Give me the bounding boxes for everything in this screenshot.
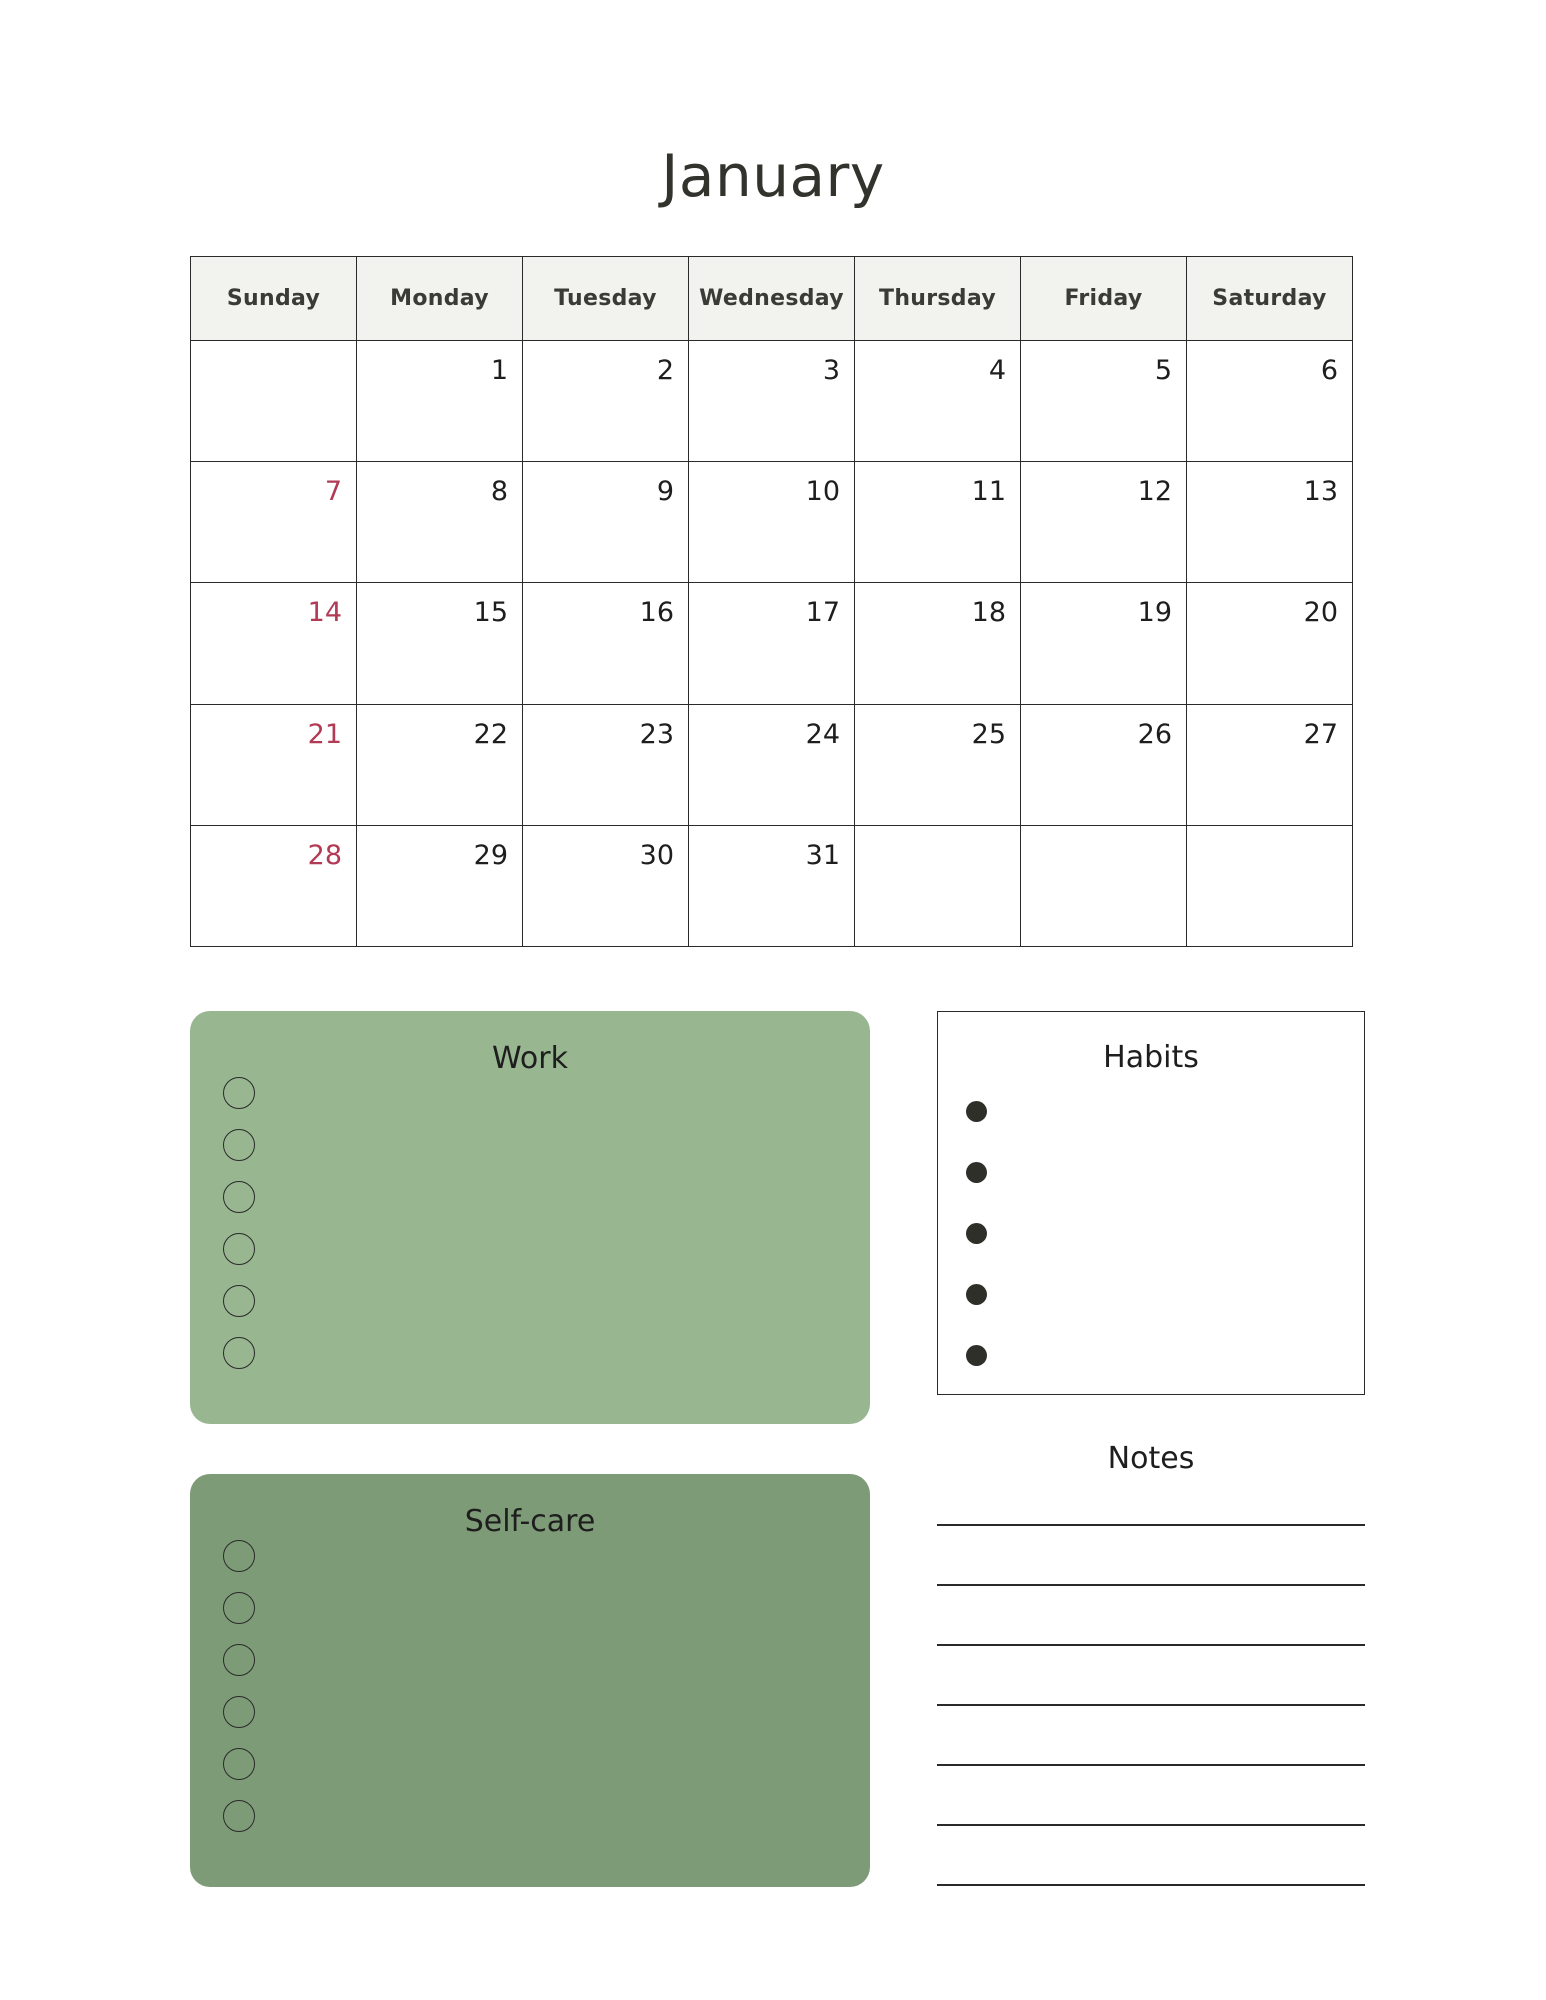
work-checkbox-icon[interactable] <box>223 1077 255 1109</box>
notes-line[interactable] <box>937 1824 1365 1826</box>
notes-line[interactable] <box>937 1584 1365 1586</box>
calendar-day-cell[interactable] <box>523 583 689 704</box>
calendar-week-row <box>191 341 1353 462</box>
habits-title: Habits <box>1103 1040 1199 1075</box>
notes-line[interactable] <box>937 1704 1365 1706</box>
weekday-wednesday: Wednesday <box>689 257 855 341</box>
selfcare-title: Self-care <box>464 1504 596 1539</box>
calendar-week-row <box>191 704 1353 825</box>
day-number: 15 <box>473 597 508 629</box>
selfcare-checkbox-icon[interactable] <box>223 1644 255 1676</box>
calendar-day-cell[interactable] <box>523 825 689 946</box>
calendar-day-cell[interactable] <box>855 825 1021 946</box>
day-number: 27 <box>1303 718 1338 750</box>
calendar-day-cell[interactable] <box>1187 341 1353 462</box>
work-checkbox-icon[interactable] <box>223 1129 255 1161</box>
page-title: January <box>661 142 885 210</box>
calendar-day-cell[interactable] <box>357 583 523 704</box>
day-number <box>1187 826 1352 840</box>
day-number: 3 <box>822 355 840 386</box>
calendar-day-cell[interactable] <box>1021 704 1187 825</box>
day-number <box>1021 826 1186 840</box>
selfcare-checkbox-icon[interactable] <box>223 1540 255 1572</box>
habit-bullet-icon <box>966 1223 987 1244</box>
day-number: 24 <box>805 718 840 750</box>
notes-lines <box>937 1524 1365 1944</box>
calendar-day-cell[interactable] <box>191 462 357 583</box>
selfcare-panel <box>190 1474 870 1887</box>
day-number: 22 <box>473 718 508 750</box>
day-number: 6 <box>1320 355 1338 386</box>
notes-line[interactable] <box>937 1524 1365 1526</box>
day-number: 20 <box>1303 597 1338 629</box>
calendar-weeks <box>191 341 1353 947</box>
calendar-day-cell[interactable] <box>523 462 689 583</box>
calendar-week-row <box>191 462 1353 583</box>
calendar-week-row <box>191 583 1353 704</box>
weekday-saturday: Saturday <box>1187 257 1353 341</box>
day-number: 18 <box>971 597 1006 629</box>
habit-bullet-icon <box>966 1101 987 1122</box>
selfcare-checkbox-icon[interactable] <box>223 1748 255 1780</box>
calendar-day-cell[interactable] <box>1021 583 1187 704</box>
day-number: 26 <box>1137 718 1172 750</box>
day-number <box>191 341 356 355</box>
calendar-day-cell[interactable] <box>523 704 689 825</box>
habits-list <box>966 1101 987 1406</box>
calendar-day-cell[interactable] <box>191 825 357 946</box>
day-number: 21 <box>307 718 342 750</box>
calendar-day-cell[interactable] <box>357 462 523 583</box>
calendar-day-cell[interactable] <box>191 704 357 825</box>
habit-bullet-icon <box>966 1284 987 1305</box>
calendar-week-row <box>191 825 1353 946</box>
calendar-day-cell[interactable] <box>689 704 855 825</box>
day-number: 16 <box>639 597 674 629</box>
weekday-monday: Monday <box>357 257 523 341</box>
calendar-day-cell[interactable] <box>1187 583 1353 704</box>
selfcare-checkbox-icon[interactable] <box>223 1800 255 1832</box>
habit-bullet-icon <box>966 1345 987 1366</box>
day-number: 23 <box>639 718 674 750</box>
selfcare-checkbox-icon[interactable] <box>223 1592 255 1624</box>
calendar-day-cell[interactable] <box>689 825 855 946</box>
calendar-day-cell[interactable] <box>523 341 689 462</box>
calendar-day-cell[interactable] <box>689 583 855 704</box>
work-panel <box>190 1011 870 1424</box>
day-number: 2 <box>656 355 674 386</box>
calendar-day-cell[interactable] <box>357 825 523 946</box>
month-calendar <box>190 256 1353 947</box>
day-number: 7 <box>324 476 342 508</box>
day-number: 31 <box>805 839 840 871</box>
calendar-day-cell[interactable] <box>855 341 1021 462</box>
habit-bullet-icon <box>966 1162 987 1183</box>
calendar-day-cell[interactable] <box>1021 825 1187 946</box>
day-number: 28 <box>307 839 342 871</box>
calendar-day-cell[interactable] <box>689 462 855 583</box>
day-number: 5 <box>1154 355 1172 386</box>
calendar-day-cell[interactable] <box>1021 341 1187 462</box>
day-number <box>855 826 1020 840</box>
day-number: 25 <box>971 718 1006 750</box>
calendar-day-cell[interactable] <box>191 583 357 704</box>
calendar-day-cell[interactable] <box>1187 825 1353 946</box>
calendar-day-cell[interactable] <box>1187 704 1353 825</box>
work-checklist <box>223 1077 255 1389</box>
calendar-day-cell[interactable] <box>357 341 523 462</box>
day-number: 17 <box>805 597 840 629</box>
day-number: 4 <box>988 355 1006 386</box>
work-checkbox-icon[interactable] <box>223 1233 255 1265</box>
work-checkbox-icon[interactable] <box>223 1181 255 1213</box>
calendar-day-cell[interactable] <box>1187 462 1353 583</box>
notes-line[interactable] <box>937 1884 1365 1886</box>
work-title: Work <box>492 1041 568 1076</box>
calendar-day-cell[interactable] <box>689 341 855 462</box>
calendar-day-cell[interactable] <box>357 704 523 825</box>
weekday-tuesday: Tuesday <box>523 257 689 341</box>
day-number: 9 <box>656 476 674 508</box>
weekday-thursday: Thursday <box>855 257 1021 341</box>
day-number: 13 <box>1303 476 1338 508</box>
notes-title: Notes <box>1107 1441 1195 1476</box>
day-number: 19 <box>1137 597 1172 629</box>
day-number: 29 <box>473 839 508 871</box>
habits-panel <box>937 1011 1365 1395</box>
selfcare-checkbox-icon[interactable] <box>223 1696 255 1728</box>
calendar-day-cell[interactable] <box>855 704 1021 825</box>
work-checkbox-icon[interactable] <box>223 1337 255 1369</box>
day-number: 8 <box>490 476 508 508</box>
calendar-day-cell[interactable] <box>191 341 357 462</box>
day-number: 30 <box>639 839 674 871</box>
work-checkbox-icon[interactable] <box>223 1285 255 1317</box>
day-number: 1 <box>490 355 508 386</box>
calendar-day-cell[interactable] <box>1021 462 1187 583</box>
day-number: 10 <box>805 476 840 508</box>
selfcare-checklist <box>223 1540 255 1852</box>
day-number: 14 <box>307 597 342 629</box>
calendar-day-cell[interactable] <box>855 583 1021 704</box>
weekday-friday: Friday <box>1021 257 1187 341</box>
weekday-header-row <box>191 257 1353 341</box>
day-number: 12 <box>1137 476 1172 508</box>
weekday-sunday: Sunday <box>191 257 357 341</box>
day-number: 11 <box>971 476 1006 508</box>
calendar-day-cell[interactable] <box>855 462 1021 583</box>
notes-line[interactable] <box>937 1764 1365 1766</box>
notes-line[interactable] <box>937 1644 1365 1646</box>
